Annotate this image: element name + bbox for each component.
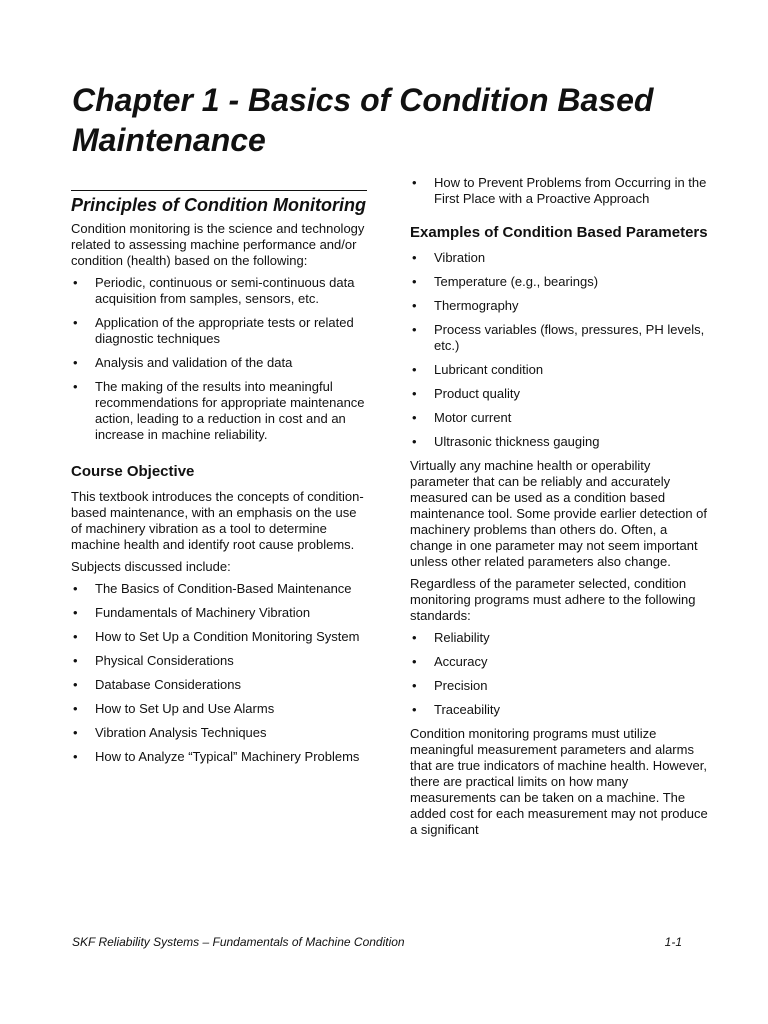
- page-footer: [72, 935, 682, 949]
- list-item: [71, 677, 369, 693]
- bullet-icon: •: [73, 725, 78, 740]
- list-item-text: Analysis and validation of the data: [95, 355, 293, 370]
- bullet-icon: •: [73, 379, 78, 394]
- list-item: [410, 702, 710, 718]
- list-item: [71, 379, 369, 443]
- subjects-list: [71, 581, 369, 765]
- list-item: [410, 630, 710, 646]
- bullet-icon: •: [73, 653, 78, 668]
- bullet-icon: •: [73, 605, 78, 620]
- list-item-text: How to Set Up a Condition Monitoring System: [95, 629, 360, 644]
- list-item: [71, 355, 369, 371]
- standards-list: [410, 630, 710, 718]
- bullet-icon: •: [73, 749, 78, 764]
- list-item-text: Motor current: [434, 410, 512, 425]
- list-item: [71, 749, 369, 765]
- list-item: [410, 678, 710, 694]
- bullet-icon: •: [412, 362, 417, 377]
- bullet-icon: •: [412, 322, 417, 337]
- list-item-text: Application of the appropriate tests or related diagnostic techniques: [95, 315, 354, 346]
- programs-paragraph: Condition monitoring programs must utilize meaningful measurement parameters and alarms that are true indicators of machine health. However, there are practical limits on how many measurements can be taken on a machine. The added cost for each measurement may not produce a significant: [410, 726, 708, 837]
- list-item-text: Reliability: [434, 630, 490, 645]
- list-item: [71, 629, 369, 645]
- list-item-text: Database Considerations: [95, 677, 241, 692]
- list-item: [71, 275, 369, 307]
- bullet-icon: •: [412, 386, 417, 401]
- list-item-text: The Basics of Condition-Based Maintenance: [95, 581, 352, 596]
- list-item-text: Ultrasonic thickness gauging: [434, 434, 600, 449]
- list-item: [410, 322, 710, 354]
- list-item-text: Thermography: [434, 298, 519, 313]
- bullet-icon: •: [412, 654, 417, 669]
- list-item: [410, 386, 710, 402]
- list-item-text: Vibration: [434, 250, 486, 265]
- list-item: [410, 654, 710, 670]
- bullet-icon: •: [73, 315, 78, 330]
- bullet-icon: •: [412, 434, 417, 449]
- bullet-icon: •: [73, 629, 78, 644]
- list-item-text: Process variables (flows, pressures, PH levels, etc.): [434, 322, 705, 353]
- list-item: [410, 410, 710, 426]
- objective-text: This textbook introduces the concepts of condition-based maintenance, with an emphasis on the use of machinery vibration as a tool to determine machine health and identify root cause problems.: [71, 489, 364, 552]
- list-item: [410, 274, 710, 290]
- bullet-icon: •: [412, 678, 417, 693]
- examples-list: [410, 250, 710, 450]
- bullet-icon: •: [73, 275, 78, 290]
- bullet-icon: •: [412, 274, 417, 289]
- bullet-icon: •: [412, 175, 417, 190]
- list-item: [410, 175, 710, 207]
- list-item-text: How to Prevent Problems from Occurring in the First Place with a Proactive Approach: [434, 175, 707, 206]
- list-item-text: Periodic, continuous or semi-continuous data acquisition from samples, sensors, etc.: [95, 275, 355, 306]
- list-item: [71, 653, 369, 669]
- list-item: [410, 362, 710, 378]
- right-column: [410, 175, 710, 844]
- list-item-text: How to Analyze “Typical” Machinery Problems: [95, 749, 360, 764]
- examples-heading: Examples of Condition Based Parameters: [410, 224, 708, 241]
- subjects-intro: Subjects discussed include:: [71, 559, 231, 574]
- principles-intro: Condition monitoring is the science and technology related to assessing machine performance and/or condition (health) based on the following:: [71, 221, 365, 268]
- virtually-paragraph: Virtually any machine health or operability parameter that can be reliably and accurately measured can be used as a condition based maintenance tool. Some provide earlier detection of machinery problems than others do. Often, a change in one parameter may not seem important unless other related parameters also change.: [410, 458, 708, 569]
- bullet-icon: •: [412, 298, 417, 313]
- bullet-icon: •: [412, 410, 417, 425]
- list-item-text: Physical Considerations: [95, 653, 234, 668]
- bullet-icon: •: [412, 702, 417, 717]
- bullet-icon: •: [73, 677, 78, 692]
- bullet-icon: •: [412, 250, 417, 265]
- objective-heading: Course Objective: [71, 463, 195, 480]
- subjects-list-continued: [410, 175, 710, 207]
- principles-list: [71, 275, 369, 443]
- list-item: [410, 298, 710, 314]
- list-item: [71, 725, 369, 741]
- list-item-text: Precision: [434, 678, 488, 693]
- list-item-text: Lubricant condition: [434, 362, 544, 377]
- list-item: [71, 315, 369, 347]
- bullet-icon: •: [73, 701, 78, 716]
- list-item-text: Fundamentals of Machinery Vibration: [95, 605, 311, 620]
- list-item: [71, 581, 369, 597]
- regardless-paragraph: Regardless of the parameter selected, condition monitoring programs must adhere to the following standards:: [410, 576, 696, 623]
- list-item: [71, 701, 369, 717]
- left-column: [71, 190, 369, 773]
- bullet-icon: •: [412, 630, 417, 645]
- list-item-text: Vibration Analysis Techniques: [95, 725, 267, 740]
- list-item-text: Traceability: [434, 702, 500, 717]
- list-item: [410, 250, 710, 266]
- section-rule: [71, 190, 367, 191]
- bullet-icon: •: [73, 355, 78, 370]
- footer-text: SKF Reliability Systems – Fundamentals of Machine Condition: [72, 935, 405, 949]
- list-item-text: Temperature (e.g., bearings): [434, 274, 599, 289]
- list-item-text: How to Set Up and Use Alarms: [95, 701, 275, 716]
- list-item: [410, 434, 710, 450]
- chapter-title: Chapter 1 - Basics of Condition Based Maintenance: [72, 82, 654, 158]
- page-number: 1-1: [664, 935, 682, 949]
- list-item-text: Product quality: [434, 386, 520, 401]
- principles-heading: Principles of Condition Monitoring: [71, 195, 366, 215]
- list-item-text: Accuracy: [434, 654, 488, 669]
- bullet-icon: •: [73, 581, 78, 596]
- list-item-text: The making of the results into meaningful recommendations for appropriate maintenance action, leading to a reduction in cost and an increase in machine reliability.: [95, 379, 365, 442]
- list-item: [71, 605, 369, 621]
